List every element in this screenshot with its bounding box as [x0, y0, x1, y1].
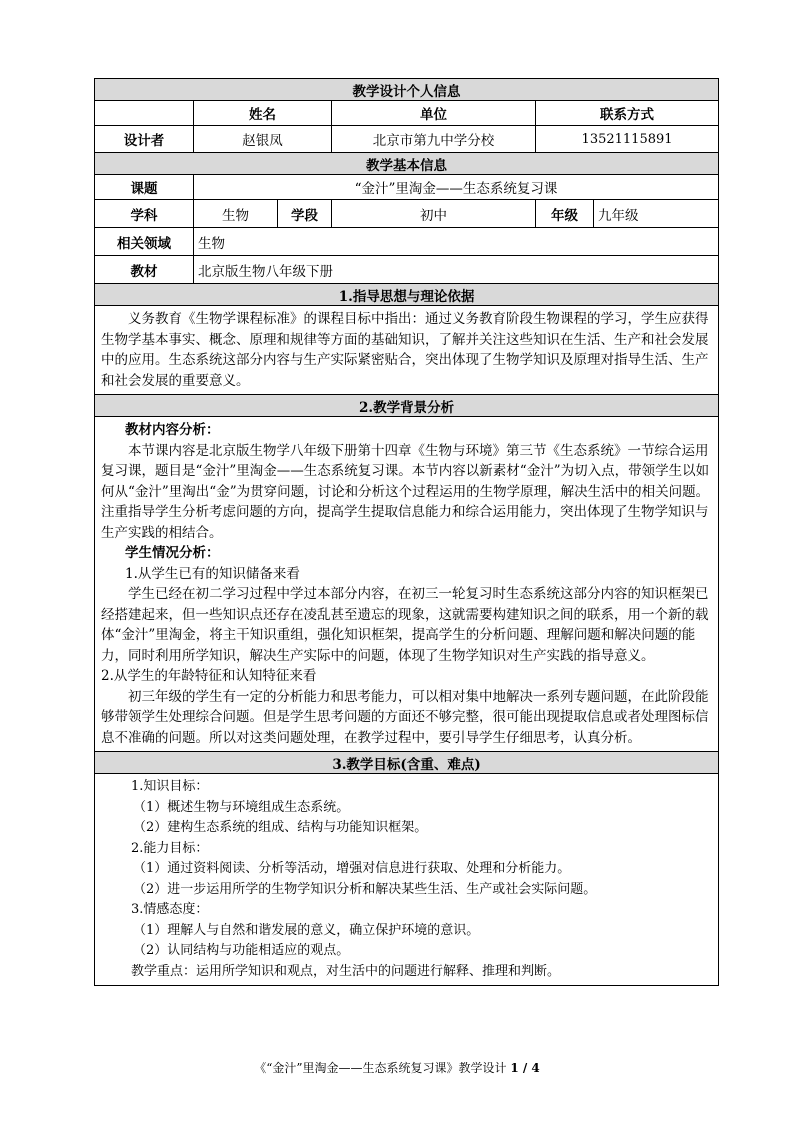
header-contact: 联系方式	[536, 101, 719, 126]
guiding-theory-text: 义务教育《生物学课程标准》的课程目标中指出：通过义务教育阶段生物课程的学习，学生应获得生物学基本事实、概念、原理和规律等方面的基础知识，了解并关注这些知识在生活、生产和社会发展中的应用。生态系统这部分内容与生产实际紧密贴合，突出体现了生物学知识及原理对指导生活、生产和社会发展的重要意义。	[101, 311, 709, 389]
footer-page-number: 1 / 4	[510, 1061, 540, 1075]
prior-knowledge-title: 1.从学生已有的知识储备来看	[125, 565, 300, 582]
section-guiding-theory: 1.指导思想与理论依据	[95, 284, 719, 306]
background-body	[95, 417, 719, 752]
grade-label: 年级	[536, 200, 594, 228]
topic-label: 课题	[95, 175, 194, 200]
attitude-goal-title: 3.情感态度：	[131, 902, 209, 917]
designer-unit: 北京市第九中学分校	[332, 126, 536, 153]
subject-value: 生物	[194, 200, 278, 228]
topic-value: “金汁”里淘金——生态系统复习课	[194, 175, 719, 200]
knowledge-goal-1: （1）概述生物与环境组成生态系统。	[133, 799, 350, 815]
lesson-design-table	[94, 78, 719, 986]
designer-label: 设计者	[95, 126, 194, 153]
knowledge-goal-2: （2）建构生态系统的组成、结构与功能知识框架。	[133, 820, 428, 835]
prior-knowledge-text: 学生已经在初二学习过程中学过本部分内容，在初三一轮复习时生态系统这部分内容的知识框架已经搭建起来，但一些知识点还存在凌乱甚至遗忘的现象，这就需要构建知识之间的联系，用一个新的载体“金汁”里淘金，将主干知识重组，强化知识框架，提高学生的分析问题、理解问题和解决问题的能力，同时利用所学知识，解决生产实际中的问题，体现了生物学知识对生产实践的指导意义。	[101, 586, 709, 664]
knowledge-goal-title: 1.知识目标：	[131, 779, 209, 794]
content-analysis-heading: 教材内容分析：	[125, 422, 220, 438]
objectives-body	[95, 774, 719, 986]
header-name: 姓名	[194, 101, 332, 126]
attitude-goal-1: （1）理解人与自然和谐发展的意义，确立保护环境的意识。	[133, 922, 480, 938]
stage-label: 学段	[278, 200, 332, 228]
attitude-goal-2: （2）认同结构与功能相适应的观点。	[133, 943, 350, 958]
age-features-text: 初三年级的学生有一定的分析能力和思考能力，可以相对集中地解决一系列专题问题，在此阶段能够带领学生处理综合问题。但是学生思考问题的方面还不够完整，很可能出现提取信息或者处理图标信息不准确的问题。所以对这类问题处理，在教学过程中，要引导学生仔细思考，认真分析。	[101, 688, 709, 746]
guiding-theory-body	[95, 306, 719, 395]
stage-value: 初中	[332, 200, 536, 228]
section-objectives: 3.教学目标(含重、难点)	[95, 752, 719, 774]
empty-cell	[95, 101, 194, 126]
designer-name: 赵银凤	[194, 126, 332, 153]
grade-value: 九年级	[594, 200, 719, 228]
footer-title: 《“金汁”里淘金——生态系统复习课》教学设计	[254, 1061, 507, 1075]
content-analysis-text: 本节课内容是北京版生物学八年级下册第十四章《生物与环境》第三节《生态系统》一节综合运用复习课，题目是“金汁”里淘金——生态系统复习课。本节内容以新素材“金汁”为切入点，带领学生以如何从“金汁”里淘出“金”为贯穿问题，讨论和分析这个过程运用的生物学原理，解决生活中的相关问题。注重指导学生分析考虑问题的方向，提高学生提取信息能力和综合运用能力，突出体现了生物学知识与生产实践的相结合。	[101, 442, 710, 541]
ability-goal-2: （2）进一步运用所学的生物学知识分析和解决某些生活、生产或社会实际问题。	[133, 881, 597, 897]
subject-label: 学科	[95, 200, 194, 228]
textbook-label: 教材	[95, 256, 194, 284]
age-features-title: 2.从学生的年龄特征和认知特征来看	[101, 668, 317, 684]
textbook-value: 北京版生物八年级下册	[194, 256, 719, 284]
section-basic-info: 教学基本信息	[95, 153, 719, 175]
header-unit: 单位	[332, 101, 536, 126]
teaching-focus: 教学重点：运用所学知识和观点，对生活中的问题进行解释、推理和判断。	[131, 963, 561, 979]
ability-goal-1: （1）通过资料阅读、分析等活动，增强对信息进行获取、处理和分析能力。	[133, 861, 571, 876]
designer-phone: 13521115891	[536, 126, 719, 153]
section-personal-info: 教学设计个人信息	[95, 79, 719, 101]
section-background: 2.教学背景分析	[95, 395, 719, 417]
field-label: 相关领域	[95, 228, 194, 256]
student-analysis-heading: 学生情况分析：	[125, 545, 220, 561]
field-value: 生物	[194, 228, 719, 256]
ability-goal-title: 2.能力目标：	[131, 840, 209, 856]
page-footer	[0, 1059, 794, 1076]
